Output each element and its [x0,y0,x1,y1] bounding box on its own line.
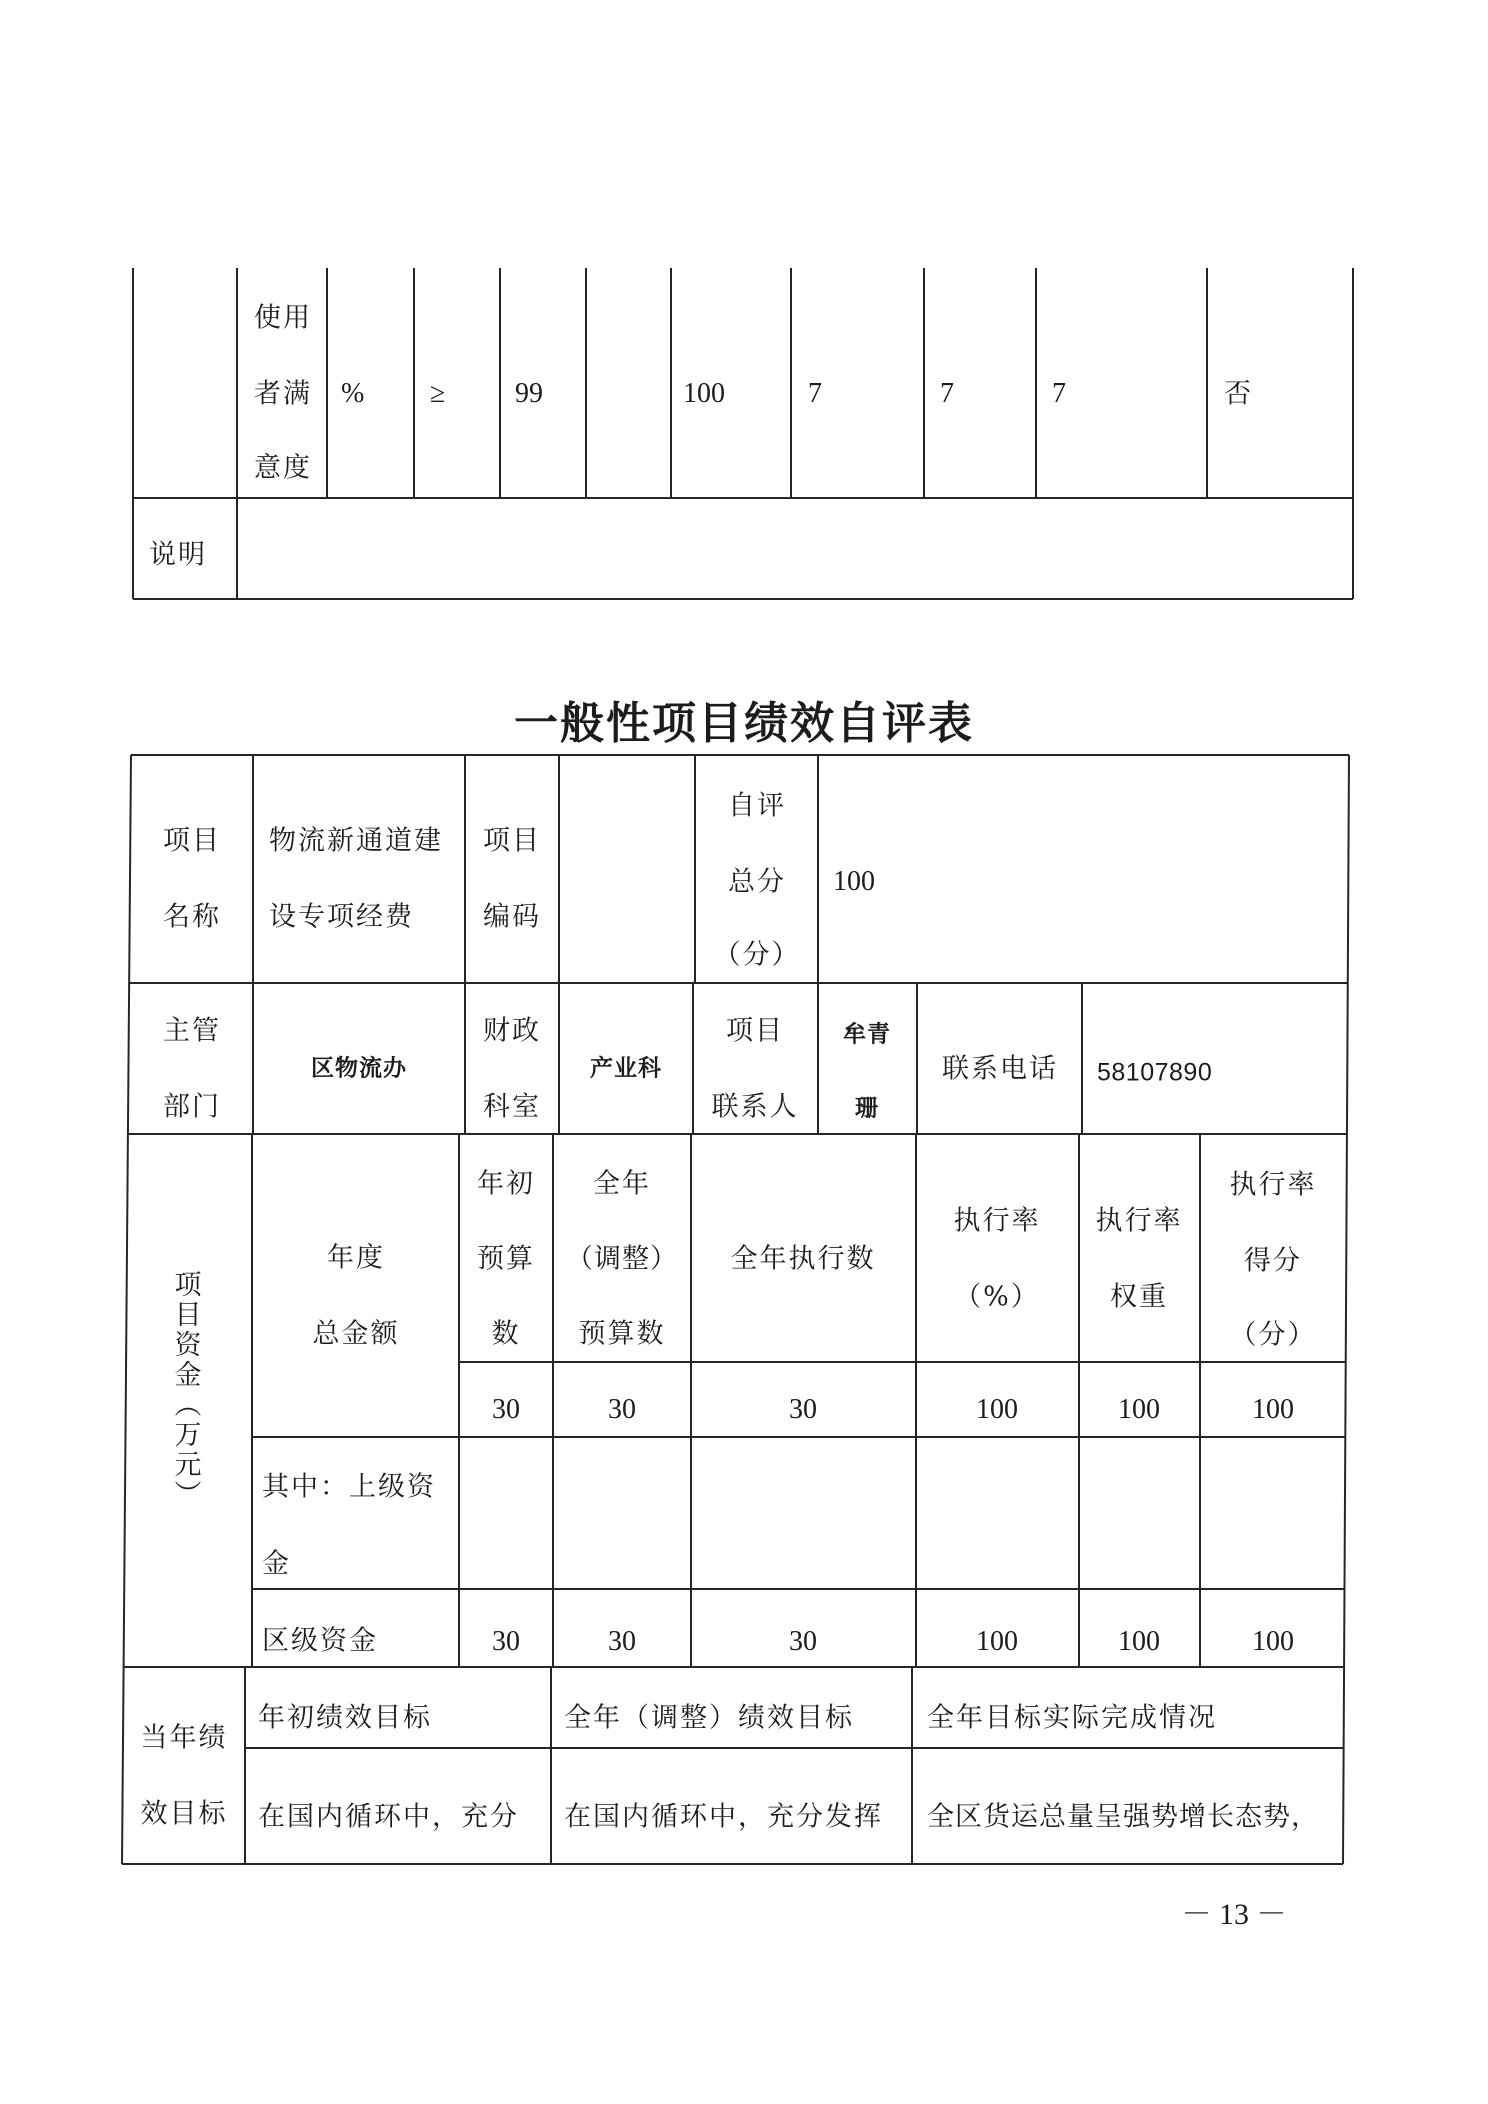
execution-score-header: 得分 [1244,1245,1302,1277]
actual-value-cell: 100 [683,378,725,409]
dept-value: 区物流办 [311,1055,407,1082]
annual-total-label: 年度 [327,1242,385,1274]
goals-header-adjusted: 全年（调整）绩效目标 [564,1702,854,1734]
superior-funds-label: 其中：上级资 [262,1471,436,1503]
goals-content-actual: 全区货运总量呈强势增长态势， [927,1801,1319,1833]
total-value-cell: 100 [1118,1394,1160,1425]
total-value-cell: 100 [1252,1394,1294,1425]
project-code-label: 项目 [483,825,541,857]
contact-label: 联系人 [711,1091,799,1123]
superior-funds-label: 金 [262,1548,291,1580]
execution-score-header: （分） [1229,1319,1317,1351]
adjusted-budget-header: （调整） [566,1243,678,1275]
initial-budget-header: 年初 [477,1168,535,1200]
contact-label: 项目 [726,1015,784,1047]
indicator-name-line: 使用 [254,302,312,334]
indicator-name-line: 者满 [254,378,312,410]
adjusted-budget-header: 全年 [593,1168,651,1200]
total-value-cell: 100 [976,1394,1018,1425]
finance-office-label: 财政 [483,1015,541,1047]
annual-total-label: 总金额 [312,1318,400,1350]
document-title: 一般性项目绩效自评表 [514,698,974,749]
self-score-value: 100 [833,866,875,897]
phone-value: 58107890 [1097,1058,1213,1087]
project-code-label: 编码 [483,901,541,933]
contact-name: 牟青 [843,1021,891,1048]
project-name-label: 名称 [163,901,221,933]
note-label: 说明 [149,539,207,571]
district-value-cell: 30 [492,1626,520,1657]
unit-cell: % [341,378,365,409]
district-value-cell: 100 [976,1626,1018,1657]
self-score-label: （分） [713,939,801,971]
execution-weight-header: 权重 [1110,1281,1168,1313]
district-value-cell: 30 [608,1626,636,1657]
contact-name: 珊 [855,1095,879,1122]
district-value-cell: 30 [789,1626,817,1657]
indicator-name-line: 意度 [254,452,312,484]
self-score-label: 自评 [728,790,786,822]
project-name: 设专项经费 [269,901,414,933]
page-number: － 13 － [1181,1898,1287,1931]
execution-rate-header: （%） [954,1281,1040,1313]
initial-budget-header: 数 [491,1318,521,1350]
district-value-cell: 100 [1118,1626,1160,1657]
comparator-cell: ≥ [430,378,446,409]
initial-budget-header: 预算 [477,1243,535,1275]
execution-score-header: 执行率 [1229,1169,1317,1201]
phone-label: 联系电话 [942,1053,1058,1085]
score-cell: 7 [808,378,822,409]
goals-section-label: 效目标 [140,1798,228,1830]
continued-table-grid [133,268,1353,599]
self-score-label: 总分 [728,866,786,898]
total-value-cell: 30 [492,1394,520,1425]
finance-office-value: 产业科 [590,1055,662,1082]
dept-label: 部门 [163,1091,221,1123]
flag-cell: 否 [1224,378,1253,410]
goals-header-actual: 全年目标实际完成情况 [927,1702,1217,1734]
score-cell: 7 [1052,378,1066,409]
goals-section-label: 当年绩 [140,1722,228,1754]
project-name-label: 项目 [163,825,221,857]
execution-rate-header: 执行率 [953,1205,1041,1237]
goals-content-initial: 在国内循环中，充分 [258,1801,519,1833]
adjusted-budget-header: 预算数 [578,1318,666,1350]
goals-content-adjusted: 在国内循环中，充分发挥 [564,1801,883,1833]
finance-office-label: 科室 [483,1091,541,1123]
score-cell: 7 [940,378,954,409]
project-name: 物流新通道建 [269,825,443,857]
execution-weight-header: 执行率 [1095,1205,1183,1237]
goals-header-initial: 年初绩效目标 [258,1702,432,1734]
target-value-cell: 99 [515,378,543,409]
total-value-cell: 30 [608,1394,636,1425]
executed-header: 全年执行数 [730,1243,876,1275]
district-value-cell: 100 [1252,1626,1294,1657]
total-value-cell: 30 [789,1394,817,1425]
funds-section-label: 项目资金（万元） [169,1270,201,1510]
dept-label: 主管 [163,1015,221,1047]
district-funds-label: 区级资金 [262,1625,378,1657]
